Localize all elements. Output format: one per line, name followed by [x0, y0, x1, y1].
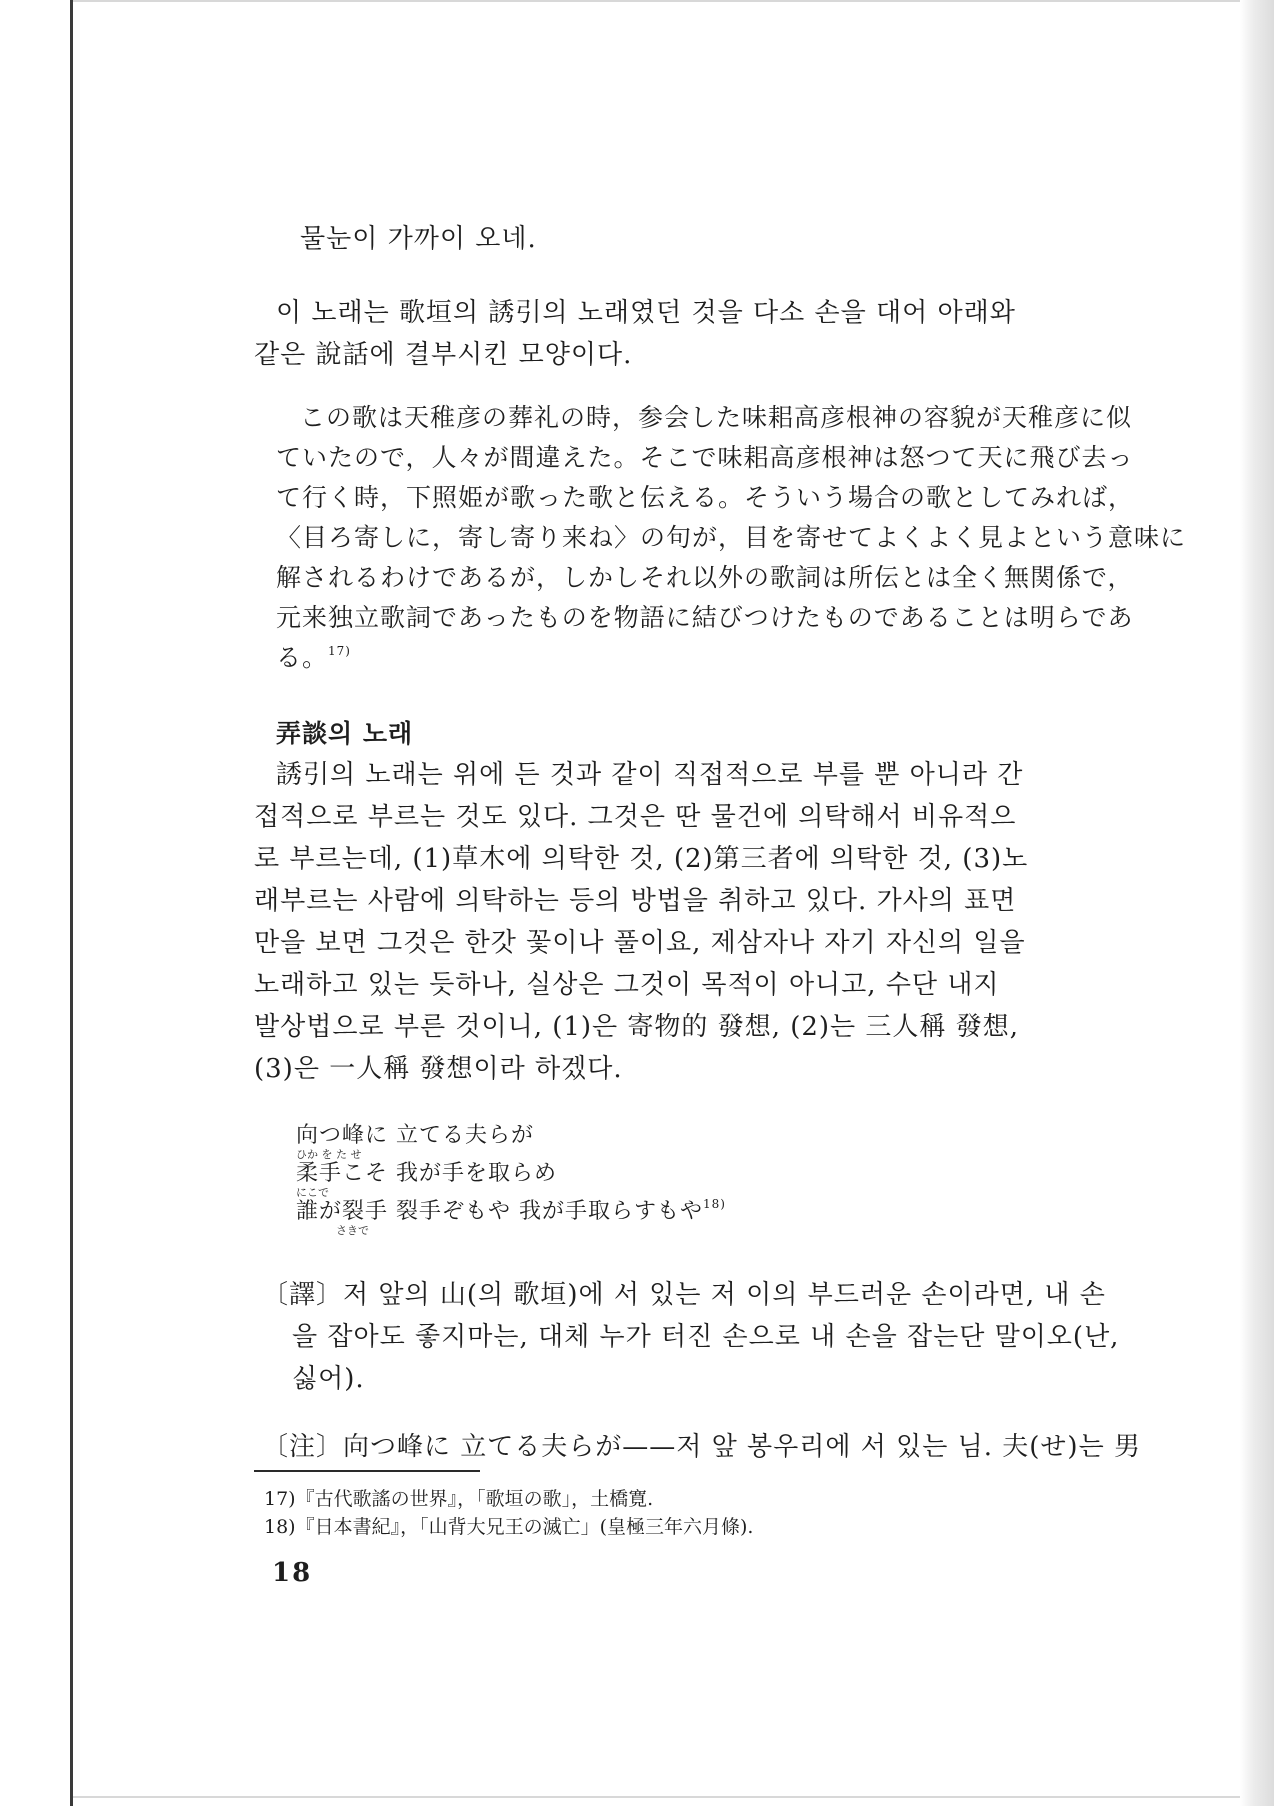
note-line: 〔注〕向つ峰に 立てる夫らが——저 앞 봉우리에 서 있는 님. 夫(せ)는 男: [262, 1432, 1141, 1462]
body-line: 誘引의 노래는 위에 든 것과 같이 직접적으로 부를 뿐 아니라 간: [276, 760, 1024, 790]
quote-line: 元来独立歌詞であったものを物語に結びつけたものであることは明らであ: [276, 603, 1134, 632]
footnote-ref: 17): [328, 643, 351, 658]
quote-line-text: る。: [276, 643, 329, 672]
body-line: 래부르는 사람에 의탁하는 등의 방법을 취하고 있다. 가사의 표면: [254, 886, 1017, 916]
quote-line: この歌は天稚彦の葬礼の時，参会した味耜高彦根神の容貌が天稚彦に似: [300, 403, 1133, 432]
translation-line: 싫어).: [292, 1364, 365, 1394]
footnote-ref: 18): [703, 1196, 726, 1211]
body-line: 만을 보면 그것은 한갓 꽃이나 풀이요, 제삼자나 자기 자신의 일을: [254, 928, 1026, 958]
body-line: 같은 說話에 결부시킨 모양이다.: [254, 340, 633, 370]
footnote-18: 18)『日本書紀』，「山背大兄王の滅亡」(皇極三年六月條).: [264, 1516, 754, 1538]
verse-last-line: 물눈이 가까이 오네.: [300, 224, 537, 254]
body-line: 로 부르는데, (1)草木에 의탁한 것, (2)第三者에 의탁한 것, (3)노: [254, 844, 1029, 874]
body-line: 노래하고 있는 듯하나, 실상은 그것이 목적이 아니고, 수단 내지: [254, 970, 1000, 1000]
body-line: 이 노래는 歌垣의 誘引의 노래였던 것을 다소 손을 대어 아래와: [276, 298, 1016, 328]
poem-line: 柔手こそ 我が手を取らめ: [296, 1161, 557, 1186]
translation-line: 을 잡아도 좋지마는, 대체 누가 터진 손으로 내 손을 잡는단 말이오(난,: [292, 1322, 1120, 1352]
poem-ruby: さきで: [336, 1224, 369, 1237]
page-number: 18: [272, 1558, 313, 1588]
poem-line-text: 誰が裂手 裂手ぞもや 我が手取らすもや: [296, 1199, 703, 1224]
quote-line: ていたので，人々が間違えた。そこで味耜高彦根神は怒つて天に飛び去っ: [276, 443, 1134, 472]
quote-line: 〈目ろ寄しに，寄し寄り来ね〉の句が，目を寄せてよくよく見よという意味に: [276, 523, 1187, 552]
quote-line: [276, 638, 351, 674]
body-line: (3)은 一人稱 發想이라 하겠다.: [254, 1054, 623, 1084]
footnote-17: 17)『古代歌謠の世界』，「歌垣の歌」，土橋寛.: [264, 1488, 654, 1510]
body-line: 접적으로 부르는 것도 있다. 그것은 딴 물건에 의탁해서 비유적으: [254, 802, 1017, 832]
poem-line: 向つ峰に 立てる夫らが: [296, 1123, 534, 1148]
body-line: 발상법으로 부른 것이니, (1)은 寄物的 發想, (2)는 三人稱 發想,: [254, 1012, 1019, 1042]
poem-line: [296, 1194, 726, 1225]
translation-line: 〔譯〕저 앞의 山(의 歌垣)에 서 있는 저 이의 부드러운 손이라면, 내 손: [262, 1280, 1106, 1310]
poem-ruby: にこで: [296, 1186, 329, 1199]
quote-line: て行く時，下照姫が歌った歌と伝える。そういう場合の歌としてみれば，: [276, 483, 1135, 512]
quote-line: 解されるわけであるが，しかしそれ以外の歌詞は所伝とは全く無関係で，: [276, 563, 1134, 592]
footnote-rule: [254, 1470, 480, 1472]
section-heading: 弄談의 노래: [276, 719, 414, 748]
poem-ruby: ひか を た せ: [296, 1148, 362, 1161]
